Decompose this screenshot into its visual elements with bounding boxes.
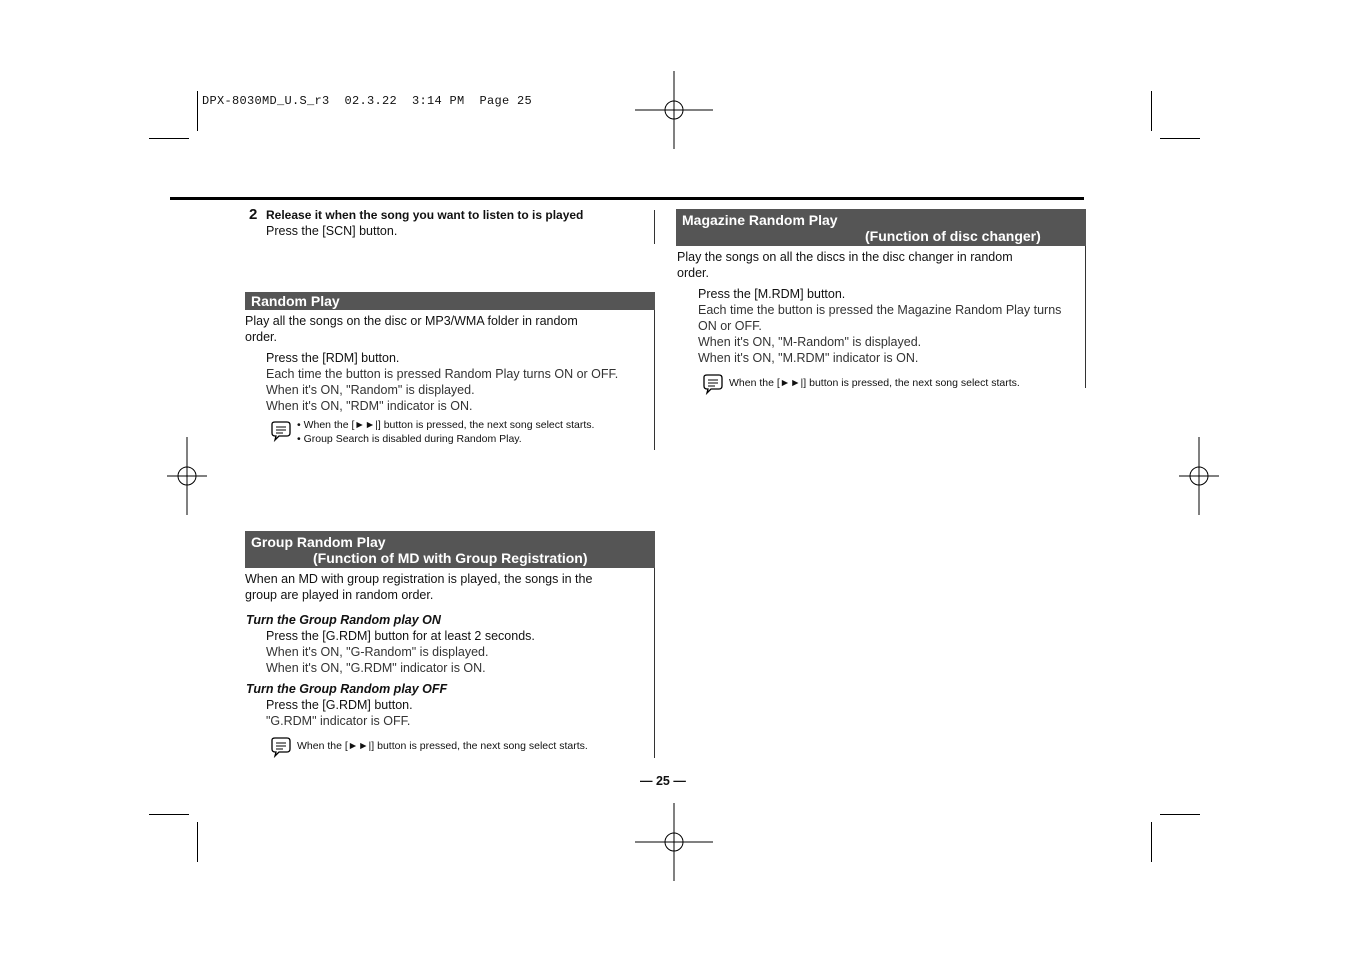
column-rule [1085,246,1086,388]
crop-mark [197,91,198,131]
random-note-2: • Group Search is disabled during Random Play. [297,433,522,445]
group-on-line-1: When it's ON, "G-Random" is displayed. [266,645,489,659]
crop-mark [149,138,189,139]
random-line-1: Each time the button is pressed Random Play turns ON or OFF. [266,367,619,381]
crop-mark [197,822,198,862]
magazine-random-subtitle: (Function of disc changer) [865,228,1041,244]
column-rule [654,210,655,244]
crop-mark [1151,91,1152,131]
group-off-title: Turn the Group Random play OFF [246,682,448,696]
magazine-note: When the [►►|] button is pressed, the next song select starts. [729,377,1020,389]
group-intro-2: group are played in random order. [245,588,434,602]
group-off-press: Press the [G.RDM] button. [266,698,413,712]
group-on-press: Press the [G.RDM] button for at least 2 seconds. [266,629,535,643]
step-number: 2 [249,206,258,223]
registration-mark [148,437,226,515]
group-random-heading [245,531,655,568]
group-on-title: Turn the Group Random play ON [246,613,441,627]
magazine-line-1: Each time the button is pressed the Magazine Random Play turns [698,303,1062,317]
random-line-2: When it's ON, "Random" is displayed. [266,383,475,397]
random-intro-1: Play all the songs on the disc or MP3/WMA folder in random [245,314,578,328]
magazine-line-4: When it's ON, "M.RDM" indicator is ON. [698,351,919,365]
group-note: When the [►►|] button is pressed, the next song select starts. [297,740,588,752]
magazine-random-title: Magazine Random Play [682,212,838,228]
registration-mark [635,803,713,881]
random-play-heading [245,292,655,310]
group-random-subtitle: (Function of MD with Group Registration) [313,550,588,566]
magazine-intro-1: Play the songs on all the discs in the disc changer in random [677,250,1013,264]
step-title: Release it when the song you want to listen to is played [266,208,584,222]
note-icon [701,373,725,395]
print-slug: DPX-8030MD_U.S_r3 02.3.22 3:14 PM Page 25 [202,94,533,108]
magazine-random-heading [676,209,1086,246]
magazine-intro-2: order. [677,266,709,280]
group-off-line-1: "G.RDM" indicator is OFF. [266,714,411,728]
crop-mark [1160,814,1200,815]
column-rule [654,310,655,450]
registration-mark [635,71,713,149]
note-icon [269,420,293,442]
random-press: Press the [RDM] button. [266,351,400,365]
registration-mark [1160,437,1238,515]
note-icon [269,736,293,758]
random-line-3: When it's ON, "RDM" indicator is ON. [266,399,473,413]
random-note-1: • When the [►►|] button is pressed, the next song select starts. [297,419,595,431]
column-rule [654,568,655,758]
group-on-line-2: When it's ON, "G.RDM" indicator is ON. [266,661,486,675]
step-instruction: Press the [SCN] button. [266,224,398,238]
group-intro-1: When an MD with group registration is played, the songs in the [245,572,593,586]
page-number: — 25 — [640,774,686,788]
magazine-line-3: When it's ON, "M-Random" is displayed. [698,335,922,349]
crop-mark [1160,138,1200,139]
crop-mark [1151,822,1152,862]
crop-mark [149,814,189,815]
magazine-press: Press the [M.RDM] button. [698,287,846,301]
random-play-title: Random Play [251,293,340,309]
magazine-line-2: ON or OFF. [698,319,762,333]
group-random-title: Group Random Play [251,534,386,550]
random-intro-2: order. [245,330,277,344]
top-rule [170,197,1084,200]
